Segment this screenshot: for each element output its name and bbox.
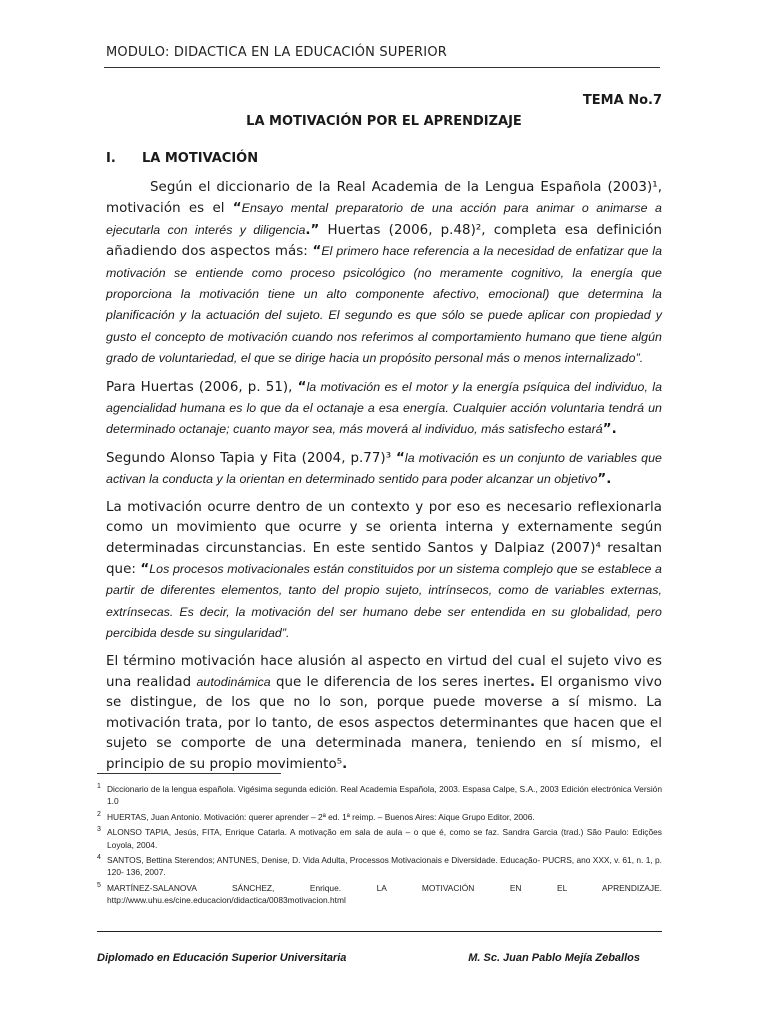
quote-text: la motivación es el motor y la energía psíquica del individuo, la agencialidad humana es lo que da el octanaje a esa energía. Cualquier acción voluntaria tendrá un determinado octanaje; cuanto mayor sea, más moverá al individuo, más satisfecho estará xyxy=(106,379,663,437)
section-title: LA MOTIVACIÓN xyxy=(142,151,259,166)
footnote-text: SANTOS, Bettina Sterendos; ANTUNES, Denise, D. Vida Adulta, Processos Motivacionais e Diversidade. Educação- PUCRS, ano XXX, v. 61, n. 1, p. 120- 136, 2007. xyxy=(107,855,662,878)
footnote-text: Diccionario de la lengua española. Vigésima segunda edición. Real Academia Española, 2003. Espasa Calpe, S.A., 2003 Edición electrónica Versión 1.0 xyxy=(107,783,662,807)
footnote-5 xyxy=(97,880,662,906)
quote-text: la motivación es un conjunto de variables que activan la conducta y la orientan en determinado sentido para poder alcanzar un objetivo xyxy=(106,450,662,487)
paragraph-4 xyxy=(106,498,662,645)
text-run: Para Huertas (2006, p. 51), xyxy=(106,379,298,395)
bold-period: . xyxy=(342,756,348,772)
text-run: que le diferencia de los seres inertes xyxy=(270,674,530,690)
footnote-number: 2 xyxy=(97,810,101,818)
bold-period: . xyxy=(530,674,536,690)
footnote-number: 3 xyxy=(97,826,101,834)
quote-mark: ”. xyxy=(602,422,617,438)
quote-mark: “ xyxy=(396,450,405,466)
footnote-3 xyxy=(97,824,662,850)
quote-mark: “ xyxy=(312,244,322,260)
topic-number: TEMA No.7 xyxy=(582,93,662,108)
quote-text: Los procesos motivacionales están constituidos por un sistema complejo que se establece a partir de diferentes elementos, tanto del propio sujeto, intrínsecos, como de variables externas, extrínsecas. Es decir, la motivación del ser humano debe ser entendida en su globalidad, pero percibida desde su singularidad xyxy=(106,561,663,641)
footnote-rule xyxy=(97,773,281,774)
body-text xyxy=(106,178,662,782)
text-run: El término motivación hace alusión al aspecto en virtud del cual el sujeto vivo es una realidad xyxy=(106,653,662,690)
footnote-text: HUERTAS, Juan Antonio. Motivación: querer aprender – 2ª ed. 1ª reimp. – Buenos Aires: Aique Grupo Editor, 2006. xyxy=(107,811,535,822)
text-run: Según el diccionario de la Real Academia de la Lengua Española (2003)¹, motivación es el xyxy=(106,180,662,217)
footer-program: Diplomado en Educación Superior Universitaria xyxy=(97,952,347,964)
paragraph-1 xyxy=(106,178,662,370)
page-title: LA MOTIVACIÓN POR EL APRENDIZAJE xyxy=(246,114,522,129)
footnote-number: 4 xyxy=(97,854,101,862)
paragraph-5 xyxy=(106,652,662,775)
quote-text: Ensayo mental preparatorio de una acción para animar o animarse a ejecutarla con interés y diligencia xyxy=(106,201,662,237)
header-rule xyxy=(104,67,660,68)
section-number: I. xyxy=(106,151,116,166)
quote-mark: ”. xyxy=(597,472,612,488)
quote-mark: ”. xyxy=(635,351,644,366)
footnote-1 xyxy=(97,781,662,807)
footnote-text: ALONSO TAPIA, Jesús, FITA, Enrique Catarla. A motivação em sala de aula – o que é, como se faz. Sandra Garcia (trad.) São Paulo: Edições Loyola, 2004. xyxy=(107,827,662,850)
text-run: Segundo Alonso Tapia y Fita (2004, p.77)³ xyxy=(106,450,397,466)
text-run: Huertas (2006, p.48)², completa esa definición añadiendo dos aspectos más: xyxy=(106,222,662,260)
section-heading xyxy=(106,151,258,166)
footnote-number: 1 xyxy=(97,783,101,790)
text-run: El organismo vivo se distingue, de los que no lo son, porque puede moverse a sí mismo. La motivación trata, por lo tanto, de esos aspectos determinantes que hacen que el sujeto se comporte de una determinada manera, teniendo en sí mismo, el principio de su propio movimiento⁵ xyxy=(106,674,663,772)
quote-mark: .” xyxy=(305,222,320,238)
footnote-2 xyxy=(97,809,662,823)
paragraph-3 xyxy=(106,448,662,491)
running-header: MODULO: DIDACTICA EN LA EDUCACIÓN SUPERIOR xyxy=(106,45,447,60)
footnote-4 xyxy=(97,852,662,878)
italic-term: autodinámica xyxy=(196,674,271,689)
footer-rule xyxy=(97,931,662,932)
quote-mark: “ xyxy=(140,561,150,577)
footer-author: M. Sc. Juan Pablo Mejía Zeballos xyxy=(468,952,640,964)
quote-mark: ”. xyxy=(281,626,290,641)
text-run: La motivación ocurre dentro de un contexto y por eso es necesario reflexionarla como un movimiento que ocurre y se orienta interna y externamente según determinadas circunstancias. En este sentido Santos y Dalpiaz (2007)⁴ resaltan que: xyxy=(106,499,662,577)
footnote-text: MARTÍNEZ-SALANOVA SÁNCHEZ, Enrique. LA MOTIVACIÓN EN EL APRENDIZAJE. http://www.uhu.es/cine.educacion/didactica/0083motivacion.html xyxy=(107,883,662,906)
quote-mark: “ xyxy=(232,201,242,217)
footnote-number: 5 xyxy=(97,882,101,890)
paragraph-2 xyxy=(106,377,662,441)
quote-mark: “ xyxy=(297,379,307,395)
footnotes xyxy=(97,781,662,908)
quote-text: El primero hace referencia a la necesidad de enfatizar que la motivación se entiende como proceso psicológico (no meramente cognitivo, la energía que proporciona la motivación tiene un alto componente afectivo, emocional) que determina la planificación y la actuación del sujeto. El segundo es que sólo se puede aplicar con propiedad y gusto el concepto de motivación cuando nos referimos al comportamiento humano que tiene algún grado de voluntariedad, el que se dirige hacia un propósito personal más o menos internalizado xyxy=(106,244,663,366)
